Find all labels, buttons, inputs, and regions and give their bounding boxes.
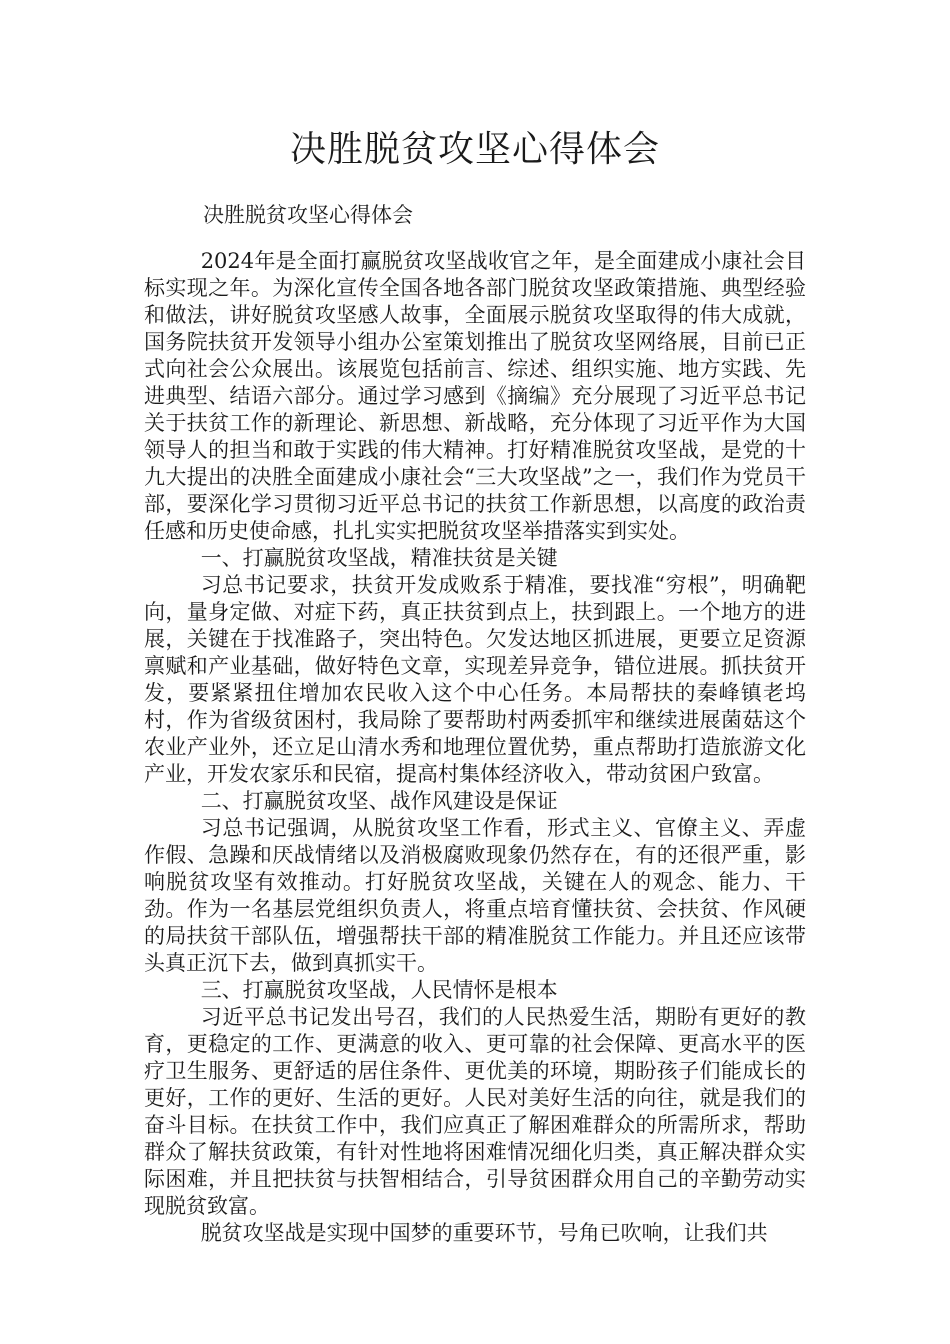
section-paragraph-1: 习总书记要求，扶贫开发成败系于精准，要找准“穷根”，明确靶向，量身定做、对症下药，真正扶贫到点上，扶到跟上。一个地方的进展，关键在于找准路子，突出特色。欠发达地区抓进展，更要立足资源禀赋和产业基础，做好特色文章，实现差异竞争，错位进展。抓扶贫开发，要紧紧扭住增加农民收入这个中心任务。本局帮扶的秦峰镇老坞村，作为省级贫困村，我局除了要帮助村两委抓牢和继续进展菌菇这个农业产业外，还立足山清水秀和地理位置优势，重点帮助打造旅游文化产业，开发农家乐和民宿，提高村集体经济收入，带动贫困户致富。 (144, 573, 806, 786)
document-subtitle: 决胜脱贫攻坚心得体会 (203, 203, 413, 227)
section-heading-3: 三、打赢脱贫攻坚战，人民情怀是根本 (200, 978, 558, 1002)
section-paragraph-3: 习近平总书记发出号召，我们的人民热爱生活，期盼有更好的教育，更稳定的工作、更满意的收入、更可靠的社会保障、更高水平的医疗卫生服务、更舒适的居住条件、更优美的环境，期盼孩子们能成长的更好，工作的更好、生活的更好。人民对美好生活的向往，就是我们的奋斗目标。在扶贫工作中，我们应真正了解困难群众的所需所求，帮助群众了解扶贫政策，有针对性地将困难情况细化归类，真正解决群众实际困难，并且把扶贫与扶智相结合，引导贫困群众用自己的辛勤劳动实现脱贫致富。 (144, 1005, 806, 1218)
section-heading-2: 二、打赢脱贫攻坚、战作风建设是保证 (200, 789, 558, 813)
document-body (144, 248, 806, 1247)
document-title: 决胜脱贫攻坚心得体会 (289, 129, 660, 170)
section-heading-1: 一、打赢脱贫攻坚战，精准扶贫是关键 (200, 546, 558, 570)
closing-paragraph: 脱贫攻坚战是实现中国梦的重要环节，号角已吹响，让我们共 (200, 1221, 768, 1245)
intro-paragraph: 2024年是全面打赢脱贫攻坚战收官之年，是全面建成小康社会目标实现之年。为深化宣传全国各地各部门脱贫攻坚政策措施、典型经验和做法，讲好脱贫攻坚感人故事，全面展示脱贫攻坚取得的伟大成就，国务院扶贫开发领导小组办公室策划推出了脱贫攻坚网络展，目前已正式向社会公众展出。该展览包括前言、综述、组织实施、地方实践、先进典型、结语六部分。通过学习感到《摘编》充分展现了习近平总书记关于扶贫工作的新理论、新思想、新战略，充分体现了习近平作为大国领导人的担当和敢于实践的伟大精神。打好精准脱贫攻坚战，是党的十九大提出的决胜全面建成小康社会“三大攻坚战”之一，我们作为党员干部，要深化学习贯彻习近平总书记的扶贫工作新思想，以高度的政治责任感和历史使命感，扎扎实实把脱贫攻坚举措落实到实处。 (144, 249, 806, 543)
section-paragraph-2: 习总书记强调，从脱贫攻坚工作看，形式主义、官僚主义、弄虚作假、急躁和厌战情绪以及消极腐败现象仍然存在，有的还很严重，影响脱贫攻坚有效推动。打好脱贫攻坚战，关键在人的观念、能力、干劲。作为一名基层党组织负责人，将重点培育懂扶贫、会扶贫、作风硬的局扶贫干部队伍，增强帮扶干部的精准脱贫工作能力。并且还应该带头真正沉下去，做到真抓实干。 (144, 816, 806, 975)
